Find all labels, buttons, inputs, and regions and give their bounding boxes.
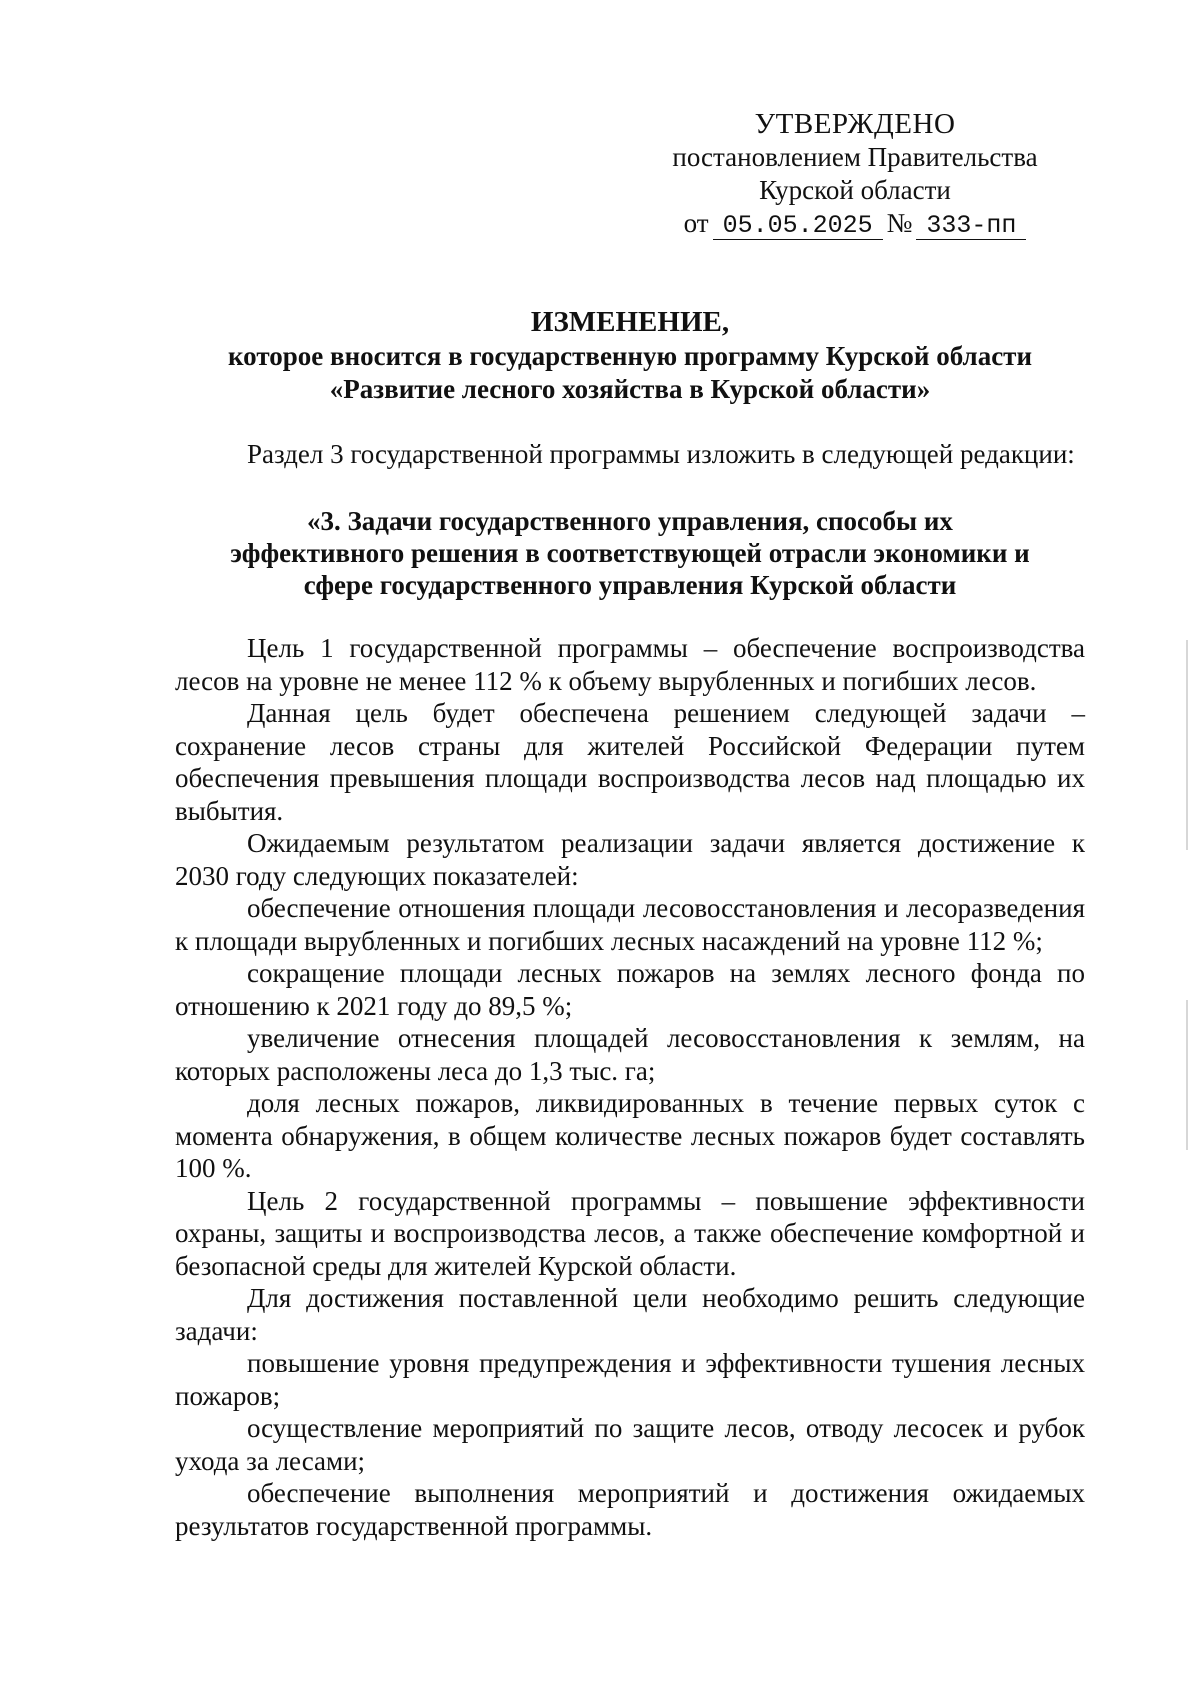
paragraph: Цель 2 государственной программы – повышение эффективности охраны, защиты и воспроизводства лесов, а также обеспечение комфортной и безопасной среды для жителей Курской области. <box>175 1185 1085 1281</box>
paragraph: сокращение площади лесных пожаров на землях лесного фонда по отношению к 2021 году до 89,5 %; <box>175 958 1085 1021</box>
approval-stamp: УТВЕРЖДЕНО <box>754 108 956 140</box>
paragraph: Ожидаемым результатом реализации задачи является достижение к 2030 году следующих показателей: <box>175 828 1085 891</box>
approval-line: постановлением Правительства <box>672 142 1038 172</box>
subtitle-line: которое вносится в государственную программу Курской области <box>227 341 1032 371</box>
number-value: 333-пп <box>916 213 1026 240</box>
subtitle-line: «Развитие лесного хозяйства в Курской области» <box>329 374 931 404</box>
paragraph: Цель 1 государственной программы – обеспечение воспроизводства лесов на уровне не менее 112 % к объему вырубленных и погибших лесов. <box>175 633 1085 696</box>
number-prefix: № <box>886 208 913 238</box>
document-title: ИЗМЕНЕНИЕ, <box>530 306 730 338</box>
scan-edge-artifact <box>1186 1000 1188 1150</box>
paragraph: увеличение отнесения площадей лесовосстановления к землям, на которых расположены леса до 1,3 тыс. га; <box>175 1023 1085 1086</box>
heading-line: сфере государственного управления Курской области <box>303 570 957 600</box>
paragraph: обеспечение отношения площади лесовосстановления и лесоразведения к площади вырубленных и погибших лесных насаждений на уровне 112 %; <box>175 893 1085 956</box>
date-prefix: от <box>683 208 709 238</box>
paragraph: Данная цель будет обеспечена решением следующей задачи – сохранение лесов страны для жителей Российской Федерации путем обеспечения превышения площади воспроизводства лесов над площадью их выбытия. <box>175 698 1085 826</box>
paragraph: обеспечение выполнения мероприятий и достижения ожидаемых результатов государственной программы. <box>175 1478 1085 1541</box>
heading-line: эффективного решения в соответствующей отрасли экономики и <box>230 538 1030 568</box>
document-body <box>175 632 1085 1542</box>
document-subtitle <box>175 340 1085 406</box>
approval-line: Курской области <box>759 175 951 205</box>
approval-block <box>640 108 1070 240</box>
paragraph: доля лесных пожаров, ликвидированных в течение первых суток с момента обнаружения, в общем количестве лесных пожаров будет составлять 100 %. <box>175 1088 1085 1183</box>
intro-paragraph <box>175 438 1085 471</box>
date-value: 05.05.2025 <box>713 213 883 240</box>
approval-date-line <box>640 207 1070 240</box>
paragraph: осуществление мероприятий по защите лесов, отводу лесосек и рубок ухода за лесами; <box>175 1413 1085 1476</box>
paragraph: Для достижения поставленной цели необходимо решить следующие задачи: <box>175 1283 1085 1346</box>
section-heading <box>175 505 1085 601</box>
paragraph: повышение уровня предупреждения и эффективности тушения лесных пожаров; <box>175 1348 1085 1411</box>
heading-line: «3. Задачи государственного управления, способы их <box>307 506 953 536</box>
scan-edge-artifact <box>1186 640 1188 850</box>
paragraph: Раздел 3 государственной программы изложить в следующей редакции: <box>247 439 1075 469</box>
